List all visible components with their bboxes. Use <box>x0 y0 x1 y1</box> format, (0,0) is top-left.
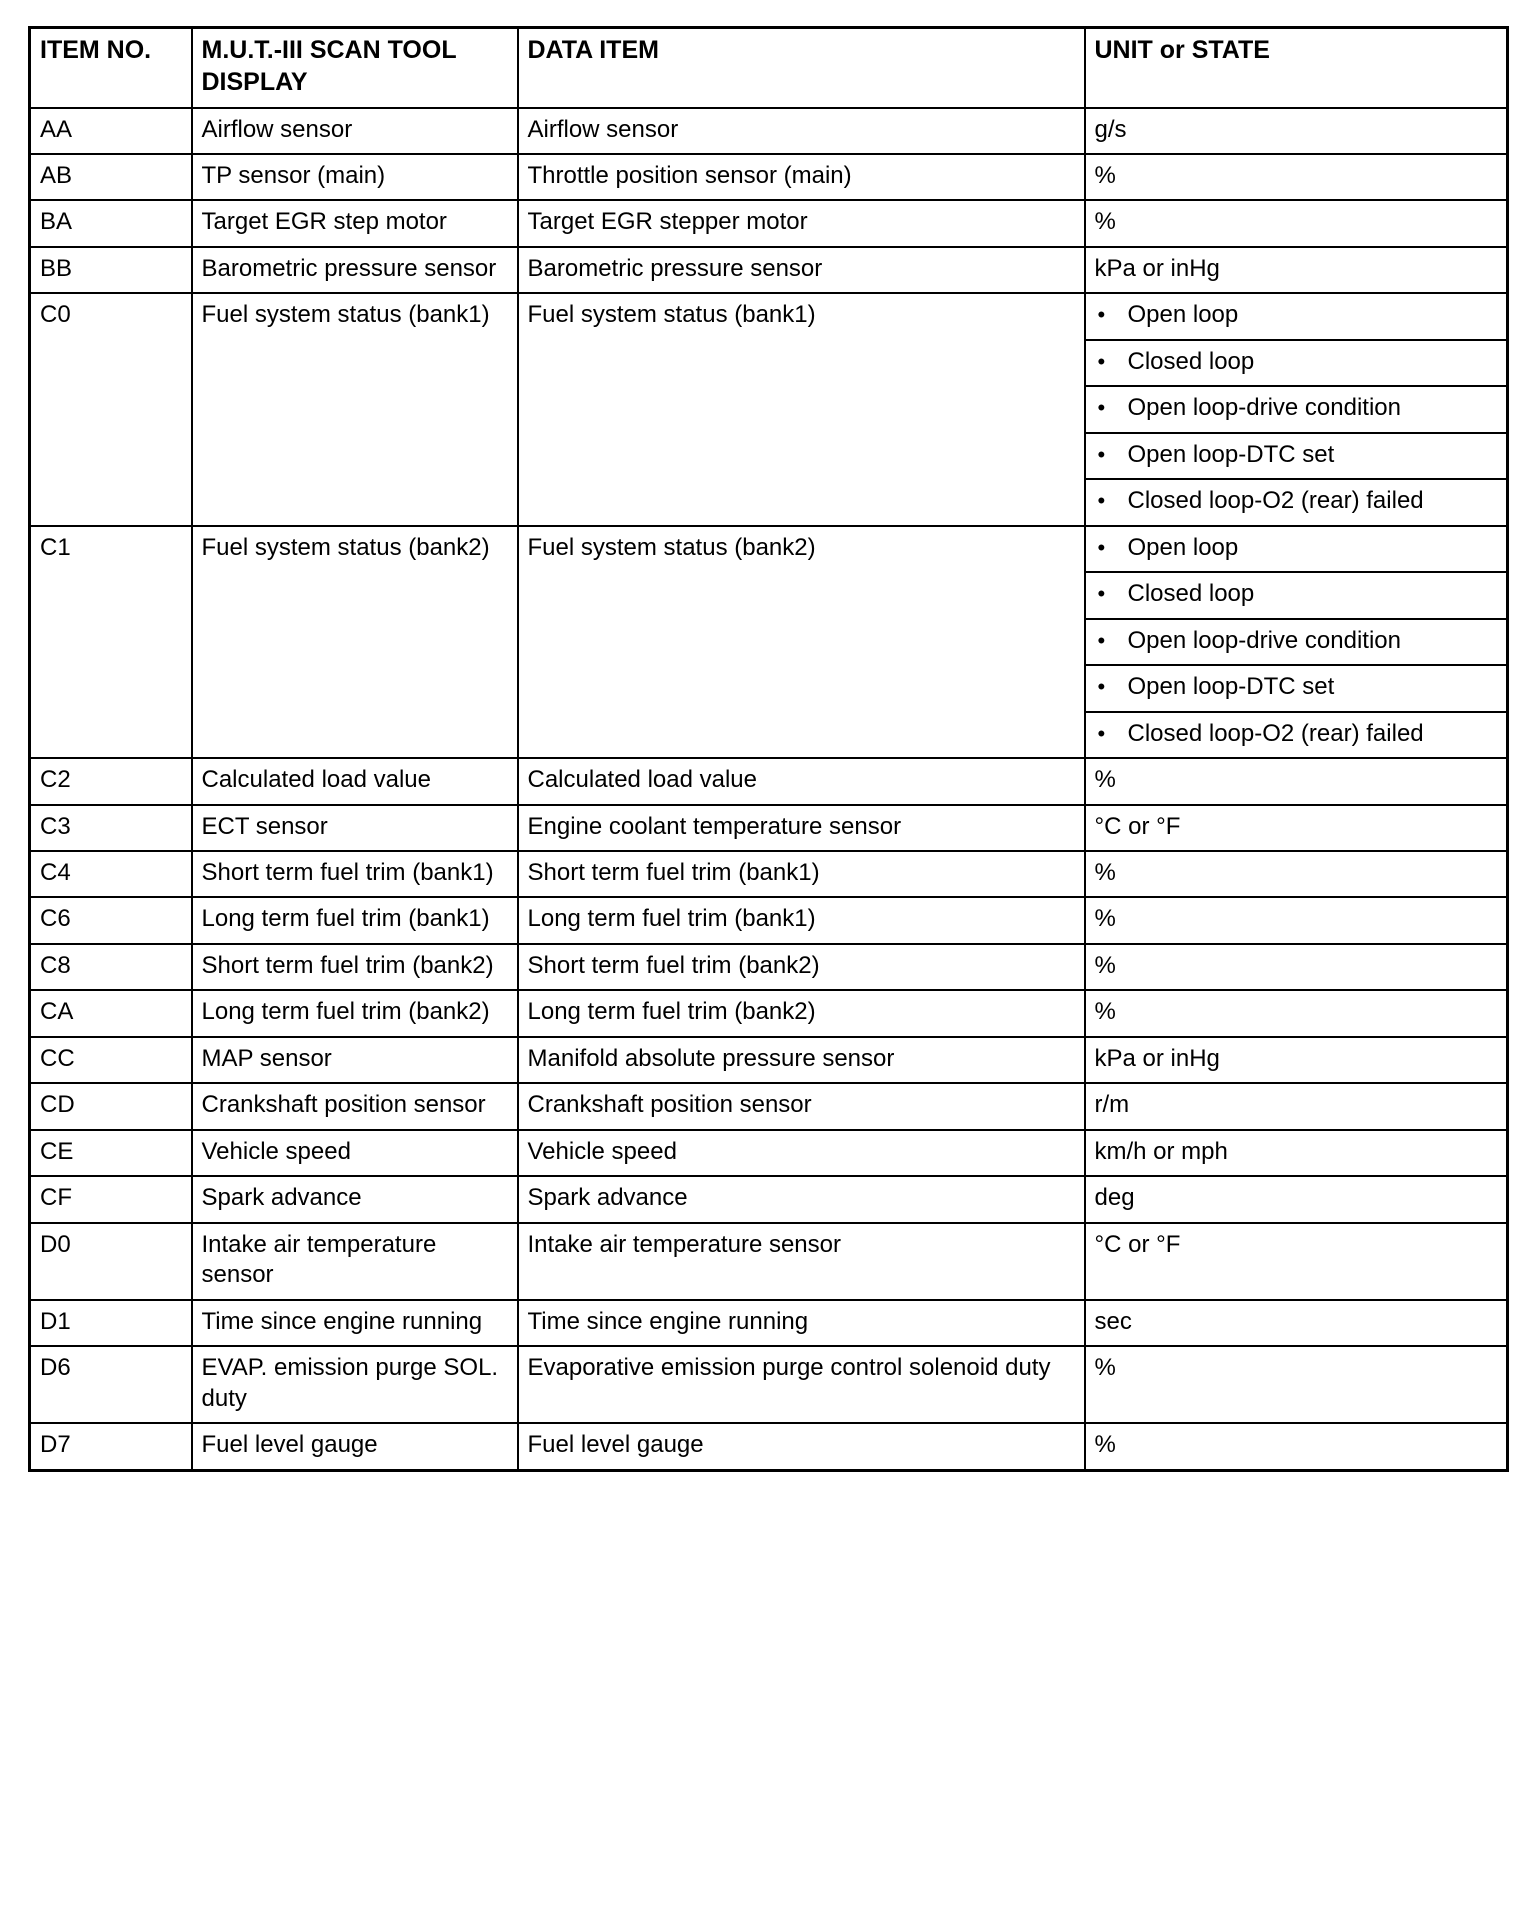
display-cell: Time since engine running <box>192 1300 518 1346</box>
item-no-cell: D0 <box>30 1223 192 1300</box>
state-item <box>1086 573 1507 619</box>
state-item <box>1086 666 1507 712</box>
data-item-cell: Fuel system status (bank1) <box>518 293 1085 525</box>
data-item-cell: Long term fuel trim (bank1) <box>518 897 1085 943</box>
bullet-icon: • <box>1097 627 1106 653</box>
data-item-cell: Manifold absolute pressure sensor <box>518 1037 1085 1083</box>
bullet-icon: • <box>1097 720 1106 746</box>
table-row <box>30 108 1508 154</box>
state-item <box>1086 713 1507 757</box>
unit-cell: % <box>1085 1346 1508 1423</box>
display-cell: Fuel system status (bank1) <box>192 293 518 525</box>
unit-cell: °C or °F <box>1085 805 1508 851</box>
table-row <box>30 1130 1508 1176</box>
state-item <box>1086 527 1507 573</box>
display-cell: Airflow sensor <box>192 108 518 154</box>
display-cell: TP sensor (main) <box>192 154 518 200</box>
display-cell: Short term fuel trim (bank1) <box>192 851 518 897</box>
unit-cell: g/s <box>1085 108 1508 154</box>
item-no-cell: C1 <box>30 526 192 758</box>
item-no-cell: C2 <box>30 758 192 804</box>
table-row <box>30 1083 1508 1129</box>
unit-cell: r/m <box>1085 1083 1508 1129</box>
unit-cell: % <box>1085 154 1508 200</box>
states-cell <box>1085 526 1508 758</box>
data-item-cell: Short term fuel trim (bank2) <box>518 944 1085 990</box>
table-body <box>30 108 1508 1471</box>
state-item <box>1086 341 1507 387</box>
data-item-cell: Airflow sensor <box>518 108 1085 154</box>
bullet-icon: • <box>1097 441 1106 467</box>
data-item-cell: Spark advance <box>518 1176 1085 1222</box>
item-no-cell: AA <box>30 108 192 154</box>
bullet-icon: • <box>1097 348 1106 374</box>
data-item-cell: Long term fuel trim (bank2) <box>518 990 1085 1036</box>
item-no-cell: CA <box>30 990 192 1036</box>
unit-cell: % <box>1085 1423 1508 1470</box>
header-data-item: DATA ITEM <box>518 28 1085 108</box>
item-no-cell: C6 <box>30 897 192 943</box>
header-item-no: ITEM NO. <box>30 28 192 108</box>
state-item <box>1086 480 1507 524</box>
table-row <box>30 1300 1508 1346</box>
data-item-cell: Intake air temperature sensor <box>518 1223 1085 1300</box>
table-row <box>30 1037 1508 1083</box>
display-cell: Intake air temperature sensor <box>192 1223 518 1300</box>
table-row <box>30 990 1508 1036</box>
bullet-icon: • <box>1097 534 1106 560</box>
item-no-cell: CE <box>30 1130 192 1176</box>
state-label: Closed loop-O2 (rear) failed <box>1127 719 1424 747</box>
header-row <box>30 28 1508 108</box>
display-cell: Spark advance <box>192 1176 518 1222</box>
display-cell: Fuel level gauge <box>192 1423 518 1470</box>
item-no-cell: C3 <box>30 805 192 851</box>
header-unit-or-state: UNIT or STATE <box>1085 28 1508 108</box>
data-item-cell: Evaporative emission purge control solenoid duty <box>518 1346 1085 1423</box>
data-item-cell: Time since engine running <box>518 1300 1085 1346</box>
state-label: Closed loop-O2 (rear) failed <box>1127 487 1424 515</box>
display-cell: Crankshaft position sensor <box>192 1083 518 1129</box>
table-row <box>30 1176 1508 1222</box>
state-label: Closed loop <box>1127 347 1255 375</box>
table-row <box>30 944 1508 990</box>
state-label: Open loop <box>1127 301 1239 329</box>
state-label: Open loop-DTC set <box>1127 673 1335 701</box>
item-no-cell: D7 <box>30 1423 192 1470</box>
table-row <box>30 154 1508 200</box>
item-no-cell: AB <box>30 154 192 200</box>
item-no-cell: CD <box>30 1083 192 1129</box>
unit-cell: % <box>1085 897 1508 943</box>
display-cell: MAP sensor <box>192 1037 518 1083</box>
display-cell: Short term fuel trim (bank2) <box>192 944 518 990</box>
data-item-cell: Calculated load value <box>518 758 1085 804</box>
state-label: Closed loop <box>1127 580 1255 608</box>
table-row <box>30 200 1508 246</box>
data-item-cell: Engine coolant temperature sensor <box>518 805 1085 851</box>
item-no-cell: BA <box>30 200 192 246</box>
table-row <box>30 1423 1508 1470</box>
table-row <box>30 247 1508 293</box>
state-item <box>1086 387 1507 433</box>
item-no-cell: D1 <box>30 1300 192 1346</box>
state-item <box>1086 434 1507 480</box>
table-row <box>30 851 1508 897</box>
unit-cell: deg <box>1085 1176 1508 1222</box>
item-no-cell: C0 <box>30 293 192 525</box>
state-label: Open loop <box>1127 533 1239 561</box>
unit-cell: kPa or inHg <box>1085 1037 1508 1083</box>
data-item-cell: Short term fuel trim (bank1) <box>518 851 1085 897</box>
state-label: Open loop-DTC set <box>1127 440 1335 468</box>
table-row <box>30 897 1508 943</box>
display-cell: Long term fuel trim (bank1) <box>192 897 518 943</box>
display-cell: Long term fuel trim (bank2) <box>192 990 518 1036</box>
data-item-cell: Fuel level gauge <box>518 1423 1085 1470</box>
item-no-cell: BB <box>30 247 192 293</box>
bullet-icon: • <box>1097 581 1106 607</box>
table-row <box>30 1346 1508 1423</box>
display-cell: Barometric pressure sensor <box>192 247 518 293</box>
states-cell <box>1085 293 1508 525</box>
display-cell: Target EGR step motor <box>192 200 518 246</box>
data-item-cell: Throttle position sensor (main) <box>518 154 1085 200</box>
table-row <box>30 293 1508 525</box>
bullet-icon: • <box>1097 302 1106 328</box>
unit-cell: °C or °F <box>1085 1223 1508 1300</box>
data-item-cell: Target EGR stepper motor <box>518 200 1085 246</box>
display-cell: EVAP. emission purge SOL. duty <box>192 1346 518 1423</box>
unit-cell: % <box>1085 990 1508 1036</box>
display-cell: Vehicle speed <box>192 1130 518 1176</box>
unit-cell: km/h or mph <box>1085 1130 1508 1176</box>
item-no-cell: D6 <box>30 1346 192 1423</box>
state-label: Open loop-drive condition <box>1127 626 1402 654</box>
table-row <box>30 1223 1508 1300</box>
unit-cell: sec <box>1085 1300 1508 1346</box>
data-item-cell: Vehicle speed <box>518 1130 1085 1176</box>
unit-cell: % <box>1085 944 1508 990</box>
item-no-cell: CF <box>30 1176 192 1222</box>
unit-cell: kPa or inHg <box>1085 247 1508 293</box>
display-cell: Fuel system status (bank2) <box>192 526 518 758</box>
scan-tool-data-table <box>28 26 1509 1472</box>
item-no-cell: C8 <box>30 944 192 990</box>
display-cell: Calculated load value <box>192 758 518 804</box>
bullet-icon: • <box>1097 395 1106 421</box>
table-row <box>30 526 1508 758</box>
unit-cell: % <box>1085 758 1508 804</box>
item-no-cell: CC <box>30 1037 192 1083</box>
display-cell: ECT sensor <box>192 805 518 851</box>
item-no-cell: C4 <box>30 851 192 897</box>
table-row <box>30 758 1508 804</box>
table-row <box>30 805 1508 851</box>
header-scan-tool-display: M.U.T.-III SCAN TOOL DISPLAY <box>192 28 518 108</box>
data-item-cell: Fuel system status (bank2) <box>518 526 1085 758</box>
state-item <box>1086 620 1507 666</box>
bullet-icon: • <box>1097 674 1106 700</box>
bullet-icon: • <box>1097 488 1106 514</box>
data-item-cell: Barometric pressure sensor <box>518 247 1085 293</box>
state-label: Open loop-drive condition <box>1127 394 1402 422</box>
data-item-cell: Crankshaft position sensor <box>518 1083 1085 1129</box>
unit-cell: % <box>1085 200 1508 246</box>
state-item <box>1086 294 1507 340</box>
unit-cell: % <box>1085 851 1508 897</box>
